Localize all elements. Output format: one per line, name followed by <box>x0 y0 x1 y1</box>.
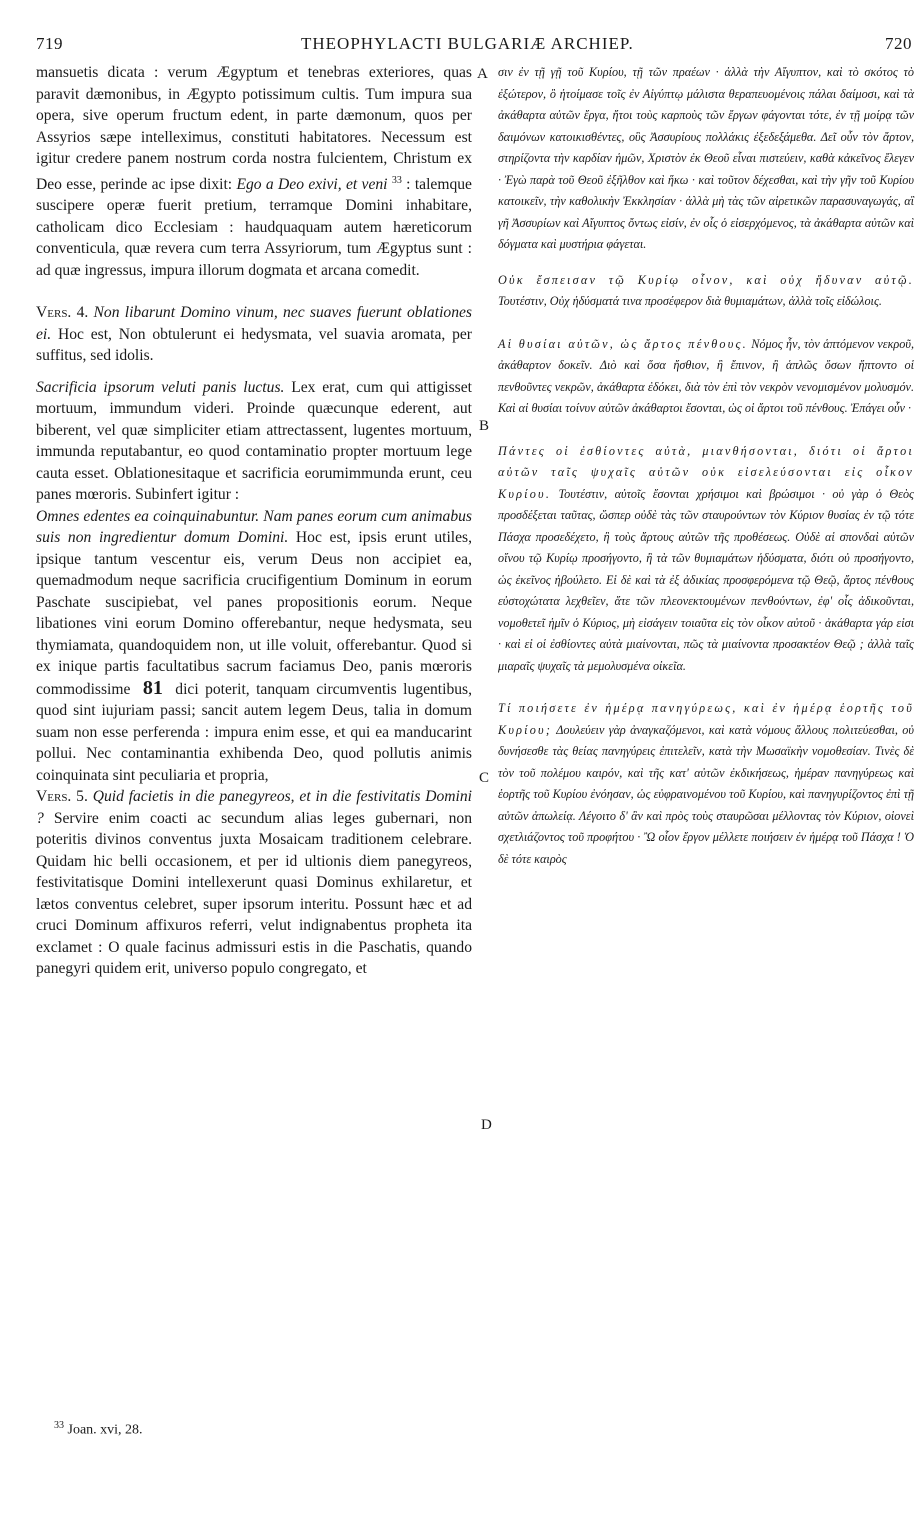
greek-paragraph-3: Αἱ θυσίαι αὐτῶν, ὡς ἄρτος πένθους. Νόμος ἦν, τὸν ἁπτόμενον νεκροῦ, ἀκάθαρτον δοκεῖν. Διὸ καὶ ὅσα ἤσθιον, ἢ ἔπινον, ἢ ἁπλῶς ὅσων ἥπτοντο οἱ πενθοῦντες νεκρῶν, ἀκάθαρτα ἐδόκει, διὰ τὸν ἐπὶ τὸν νεκρὸν νενομισμένον μολυσμόν. Καὶ αἱ θυσίαι τοίνυν αὐτῶν ἀκάθαρτοι ἔσονται, ὡς οἱ ἄρτοι τοῦ πένθους. Ἐπάγει οὖν · <box>498 336 915 415</box>
latin-quote-1: Ego a Deo exivi, et veni <box>236 175 388 193</box>
running-title: THEOPHYLACTI BULGARIÆ ARCHIEP. <box>301 34 634 53</box>
greek-paragraph-5: Τί ποιήσετε ἐν ἡμέρᾳ πανηγύρεως, καὶ ἐν ἡμέρᾳ ἑορτῆς τοῦ Κυρίου; Δουλεύειν γὰρ ἀναγκαζόμενοι, καὶ κατὰ νόμους ἄλλους πολιτεύεσθαι, οὐ δυνήσεσθε τὰς θείας πανηγύρεις ἐπιτελεῖν, κατὰ τὴν Μωσαϊκὴν νομοθεσίαν. Τινὲς δὲ τὸν τοῦ πολέμου καιρόν, καὶ τῆς κατ' αὐτῶν ἐκδικήσεως, ἡμέραν πανηγύρεως καὶ ἑορτῆς τοῦ Κυρίου ἐνόησαν, ὡς εὐφραινομένου τοῦ Κυρίου, καὶ πανηγυρίζοντος ἐπὶ τῇ αὐτῶν ἀπωλείᾳ. Λέγοιτο δ' ἂν καὶ πρὸς τοὺς σταυρῶσαι μέλλοντας τὸν Κύριον, οἱονεὶ σχετλιάζοντος τοῦ προφήτου · Ὢ οἷον ἔργον μέλλετε ποιήσειν ἐν ἡμέρᾳ τοῦ Πάσχα ! Ὁ δὲ τότε καιρὸς <box>498 701 914 866</box>
greek-paragraph-4: Πάντες οἱ ἐσθίοντες αὐτὰ, μιανθήσονται, διότι οἱ ἄρτοι αὐτῶν ταῖς ψυχαῖς αὐτῶν οὐκ εἰσελεύσονται εἰς οἶκον Κυρίου. Τουτέστιν, αὐτοῖς ἔσονται χρήσιμοι καὶ βρώσιμοι · οὐ γὰρ ὁ Θεὸς προσδέξεται ταῦτας, ὥσπερ οὐδὲ τὰς τῶν σταυρούντων τὸν Κύριον θυσίας ἐν τῷ τότε Πάσχα προσεδέχετο, ἢ τοὺς ἄρτους αὐτῶν τῆς προθέσεως. Οὐδὲ αἱ σπονδαὶ αὐτῶν οἴνου τῷ Κυρίῳ προσήγοντο, ἢ τὰ τῶν θυμιαμάτων ἡδύσματα, διότι οὐ προσήγοντο, ὡς ἐκεῖνος ἠβούλετο. Εἰ δὲ καὶ τὰ ἐξ ἀδικίας προσφερόμενα τῷ Θεῷ, ἄρτος πένθους εὐστοχώτατα λεχθεῖεν, ἅτε τῶν πλεονεκτουμένων πενθούντων, ἐφ' οἷς ἀδικοῦνται, νομοθετεῖ ἡμῖν ὁ Κύριος, μὴ εἰσάγειν τοιαῦτα εἰς τὸν οἶκον αὐτοῦ · ἀκάθαρτα γάρ εἰσι · καὶ εἰ οἱ ἐσθίοντες αὐτὰ μιαίνονται, πῶς τὰ μιαίνοντα προσακτέον Θεῷ ; ἀλλὰ ταῖς μιαραῖς ψυχαῖς τὰ μεμολυσμένα οἰκεῖα. <box>498 443 914 673</box>
latin-paragraph-5: Vers. 5. Quid facietis in die panegyreos, et in die festivitatis Domini ? Servire enim coacti ac secundum alias leges gubernari, non poteritis divinos conventus juxta Mosaicam traditionem celebrare. Quidam hic belli occasionem, et per id ultionis diem panegyreos, festivitatisque Domini intellexerunt quasi Dominus exhilaretur, et lætos conventus celebret, super ipsorum interitu. Possunt hæc et ad cruci Dominum affixuros referri, velut indignabentus propheta ita exclamet : O quale facinus admissuri estis in die Paschatis, quando panegyri quidem erit, universo populo congregato, et <box>36 788 472 978</box>
page-number-left: 719 <box>36 34 63 53</box>
verse-label-5: Vers. 5. <box>36 788 88 806</box>
footnote-number: 33 <box>54 1420 64 1431</box>
margin-marker-b: B <box>479 418 490 434</box>
margin-marker-c: C <box>479 770 490 786</box>
footnote-text: Joan. xvi, 28. <box>67 1422 143 1438</box>
footnote <box>54 1420 143 1439</box>
latin-paragraph-1: mansuetis dicata : verum Ægyptum et tenebras exteriores, quas paravit dæmonibus, in Ægypto potissimum cultis. Tum impura sua opera, sive operum fructum edent, in parte dæmonum, quos per Assyrios sæpe intelleximus, constituti habitatores. Necessum est igitur credere panem nostrum corda nostra fulcientem, Christum ex Deo esse, perinde ac ipse dixit: Ego a Deo exivi, et veni $^{33}$ : talemque suscipere operæ fuerit pretium, terramque Domini inhabitare, catholicam dico Ecclesiam : haudquaquam autem hæreticorum conventicula, quæ revera cum terra Assyriorum, tum Ægyptus sunt : ad quæ ingressus, impura illorum dogmata et arcana comedit. <box>36 64 472 279</box>
verse-label-4: Vers. 4. <box>36 304 89 322</box>
margin-marker-a: A <box>477 66 488 82</box>
page-header <box>36 34 916 56</box>
greek-column <box>498 62 914 870</box>
margin-marker-d: D <box>481 1117 492 1133</box>
page-number-right: 720 <box>885 34 912 53</box>
latin-column <box>36 62 472 980</box>
greek-paragraph-1: σιν ἐν τῇ γῇ τοῦ Κυρίου, τῇ τῶν πραέων · ἀλλὰ τὴν Αἴγυπτον, καὶ τὸ σκότος τὸ ἐξώτερον, ὃ ἡτοίμασε τοῖς ἐν Αἰγύπτῳ μάλιστα θεραπευομένοις πάλαι δαίμοσι, καὶ τὰ ἀκάθαρτα αὐτῶν ἔργα, ἤτοι τοὺς καρποὺς τῶν ἔργων φάγονται τότε, ἐν τῇ μοίρᾳ τῶν δαιμόνων κατοικισθέντες, οὓς Ἀσσυρίους πολλάκις ἐξεδεξάμεθα. Δεῖ οὖν τὸν ἄρτον, στηρίζοντα τὴν καρδίαν ἡμῶν, Χριστὸν ἐκ Θεοῦ εἶναι πιστεύειν, καθὰ κἀκεῖνος ἔλεγεν · Ἐγὼ παρὰ τοῦ Θεοῦ ἐξῆλθον καὶ ἥκω · καὶ τοῦτον δέχεσθαι, καὶ τὴν γῆν τοῦ Κυρίου κατοικεῖν, τὴν καθολικὴν Ἐκκλησίαν · ἀλλὰ μὴ τὰς τῶν αἱρετικῶν παρασυναγωγάς, αἳ γῆ Ἀσσυρίων καὶ Αἴγυπτος ὄντως εἰσίν, ἐν οἷς ὁ εἰσερχόμενος, τὰ ἀκάθαρτα αὐτῶν καὶ δόγματα καὶ μυστήρια φάγεται. <box>498 65 914 251</box>
latin-paragraph-3: Sacrificia ipsorum veluti panis luctus. Lex erat, cum qui attigisset mortuum, immundum videri. Proinde quæcunque ederent, aut biberent, vel quæ simpliciter etiam attrectassent, lugentes mortuum, immunda reputabantur, eo quod contaminatio propter mortuum lege cauta esset. Oblationesitaque et sacrificia eorumimmunda erunt, ceu panes mœroris. Subinfert igitur : <box>36 378 473 504</box>
column-number: 81 <box>142 676 163 699</box>
footnote-ref: 33 <box>391 174 402 186</box>
latin-paragraph-4: Omnes edentes ea coinquinabuntur. Nam panes eorum cum animabus suis non ingredientur domum Domini. Hoc est, ipsis erunt utiles, ipsique tantum vescentur eis, verum Deus non accipiet ea, quemadmodum neque sacrificia crucifigentium Dominum in eorum Paschate suscipiebat, vel panes propositionis eorum. Neque libationes vini eorum Domino offerebantur, neque hedysmata, seu thymiamata, quandoquidem non, ut ille voluit, offerebantur. Quod si ex inique partis facultatibus sacrum faciamus Deo, panis mœroris commodissime 81 dici poterit, tanquam circumventis lugentibus, quod sint iujuriam passi; sancit autem legem Deus, talia in domum suam non esse perferenda : impura enim esse, et qui ea manducarint pollui. Nec contaminantia exhibenda Deo, quod pollutis animis coinquinata sint peculiaria et propria, <box>36 507 473 784</box>
greek-paragraph-2: Οὐκ ἔσπεισαν τῷ Κυρίῳ οἶνον, καὶ οὐχ ἥδυναν αὐτῷ. Τουτέστιν, Οὐχ ἡδύσματά τινα προσέφερον διὰ θυμιαμάτων, ἀλλὰ τοῖς εἰδώλοις. <box>498 272 914 308</box>
latin-paragraph-2: Vers. 4. Non libarunt Domino vinum, nec suaves fuerunt oblationes ei. Hoc est, Non obtulerunt ei hedysmata, vel suavia aromata, per suffitus, sed idolis. <box>36 304 472 365</box>
